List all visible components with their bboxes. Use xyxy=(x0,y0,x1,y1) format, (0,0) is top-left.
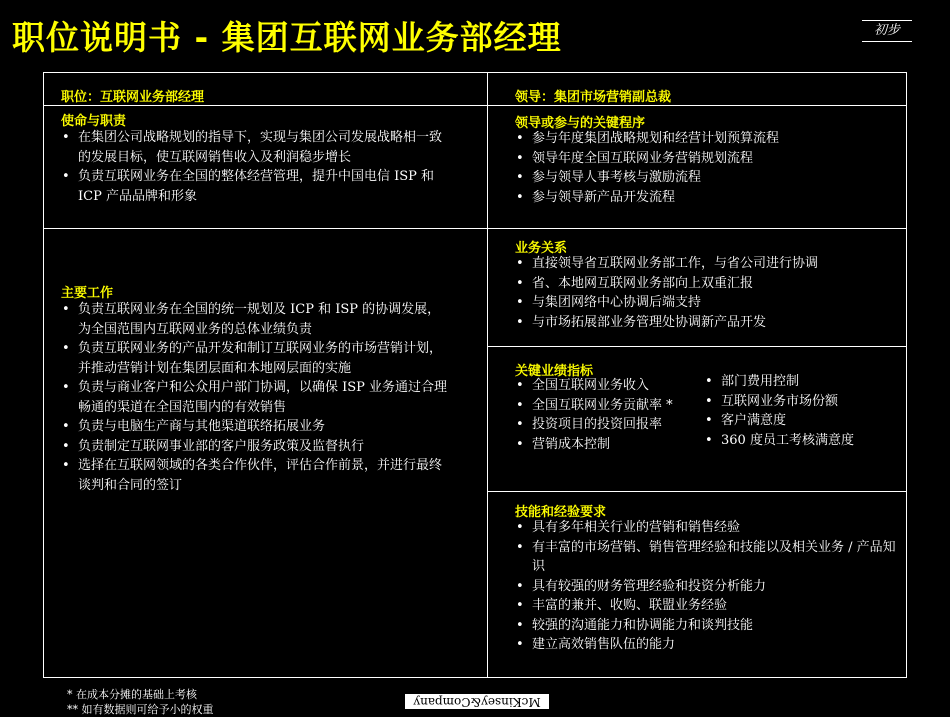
list-item: • 参与年度集团战略规划和经营计划预算流程 xyxy=(515,129,900,149)
section-divider-1 xyxy=(43,228,907,229)
kpi-heading: 关键业绩指标 xyxy=(515,364,594,379)
skills-heading: 技能和经验要求 xyxy=(515,505,607,520)
list-item: • 参与领导新产品开发流程 xyxy=(515,188,900,208)
list-item: • 客户满意度 xyxy=(704,411,899,431)
relations-list xyxy=(515,254,900,332)
list-item: • 与集团网络中心协调后端支持 xyxy=(515,293,900,313)
list-item: • 具有较强的财务管理经验和投资分析能力 xyxy=(515,577,900,597)
page-title: 职位说明书 - 集团互联网业务部经理 xyxy=(12,18,562,57)
mission-heading: 使命与职责 xyxy=(61,114,127,129)
preliminary-stamp: 初步 xyxy=(862,20,912,42)
list-item: • 全国互联网业务收入 xyxy=(515,376,710,396)
list-item: • 选择在互联网领域的各类合作伙伴，评估合作前景，并进行最终谈判和合同的签订 xyxy=(61,456,453,495)
list-item: • 负责制定互联网事业部的客户服务政策及监督执行 xyxy=(61,437,453,457)
leader-label: 领导：集团市场营销副总裁 xyxy=(515,90,672,105)
list-item: • 负责与电脑生产商与其他渠道联络拓展业务 xyxy=(61,417,453,437)
list-item: • 直接领导省互联网业务部工作，与省公司进行协调 xyxy=(515,254,900,274)
list-item: • 丰富的兼并、收购、联盟业务经验 xyxy=(515,596,900,616)
list-item: • 负责互联网业务在全国的整体经营管理，提升中国电信 ISP 和 ICP 产品品牌和形象 xyxy=(61,167,453,206)
skills-list xyxy=(515,518,900,655)
mission-list xyxy=(61,128,453,206)
list-item: • 参与领导人事考核与激励流程 xyxy=(515,168,900,188)
list-item: • 建立高效销售队伍的能力 xyxy=(515,635,900,655)
kpi-list-left xyxy=(515,376,710,454)
list-item: • 有丰富的市场营销、销售管理经验和技能以及相关业务 / 产品知识 xyxy=(515,538,900,577)
list-item: • 部门费用控制 xyxy=(704,372,899,392)
list-item: • 全国互联网业务贡献率 * xyxy=(515,396,710,416)
list-item: • 投资项目的投资回报率 xyxy=(515,415,710,435)
main-work-list xyxy=(61,300,453,495)
list-item: • 在集团公司战略规划的指导下，实现与集团公司发展战略相一致的发展目标，使互联网销售收入及利润稳步增长 xyxy=(61,128,453,167)
kpi-list-right xyxy=(704,372,899,450)
process-heading: 领导或参与的关键程序 xyxy=(515,116,646,131)
list-item: • 负责互联网业务的产品开发和制订互联网业务的市场营销计划，并推动营销计划在集团层面和本地网层面的实施 xyxy=(61,339,453,378)
footnote-2: ** 如有数据则可给予小的权重 xyxy=(67,703,214,716)
list-item: • 领导年度全国互联网业务营销规划流程 xyxy=(515,149,900,169)
list-item: • 省、本地网互联网业务部向上双重汇报 xyxy=(515,274,900,294)
header-divider xyxy=(43,105,907,106)
list-item: • 负责互联网业务在全国的统一规划及 ICP 和 ISP 的协调发展，为全国范围内互联网业务的总体业绩负责 xyxy=(61,300,453,339)
list-item: • 与市场拓展部业务管理处协调新产品开发 xyxy=(515,313,900,333)
list-item: • 较强的沟通能力和协调能力和谈判技能 xyxy=(515,616,900,636)
section-divider-2 xyxy=(487,346,907,347)
section-divider-3 xyxy=(487,491,907,492)
footnote-1: * 在成本分摊的基础上考核 xyxy=(67,688,197,701)
relations-heading: 业务关系 xyxy=(515,241,568,256)
list-item: • 360 度员工考核满意度 xyxy=(704,431,899,451)
mckinsey-logo: McKinsey&Company xyxy=(405,694,549,709)
list-item: • 具有多年相关行业的营销和销售经验 xyxy=(515,518,900,538)
main-work-heading: 主要工作 xyxy=(61,286,114,301)
list-item: • 负责与商业客户和公众用户部门协调，以确保 ISP 业务通过合理畅通的渠道在全国范围内的有效销售 xyxy=(61,378,453,417)
list-item: • 互联网业务市场份额 xyxy=(704,392,899,412)
list-item: • 营销成本控制 xyxy=(515,435,710,455)
position-label: 职位：互联网业务部经理 xyxy=(61,90,205,105)
column-divider xyxy=(487,72,488,678)
process-list xyxy=(515,129,900,207)
